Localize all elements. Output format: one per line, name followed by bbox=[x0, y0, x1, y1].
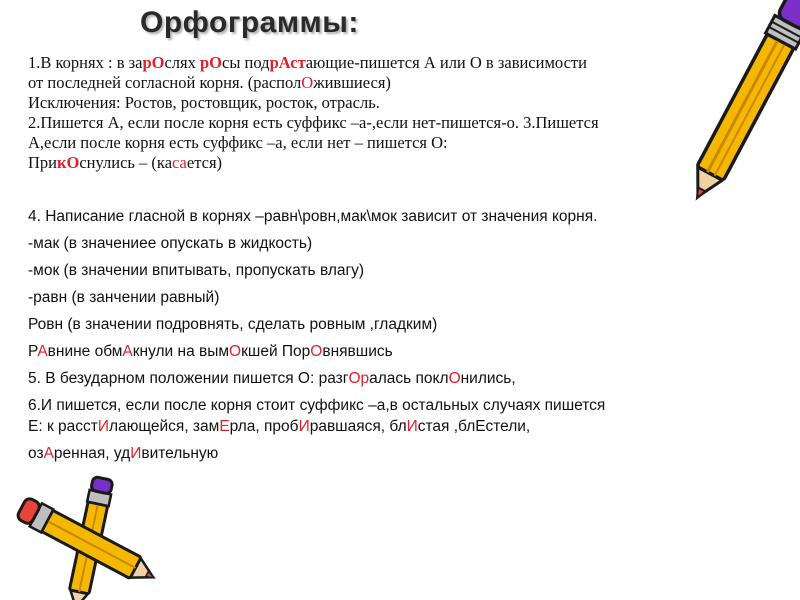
rule-mak: -мак (в значениее опускать в жидкость) bbox=[28, 235, 313, 252]
rule-ravn: -равн (в занчении равный) bbox=[28, 289, 220, 306]
rule-6-line-1: 6.И пишется, если после корня стоит суффикс –а,в остальных случаях пишется bbox=[28, 397, 606, 414]
rule-4: 4. Написание гласной в корнях –равн\ровн,мак\мок зависит от значения корня. bbox=[28, 208, 598, 225]
rule-mok: -мок (в значении впитывать, пропускать влагу) bbox=[28, 262, 365, 279]
rule-2-line-2: А,если после корня есть суффикс –а, если нет – пишется О: bbox=[28, 133, 448, 152]
rule-5: 5. В безударном положении пишется О: разгОралась поклОнились, bbox=[28, 370, 516, 387]
examples-ravn-mak: РАвнине обмАкнули на вымОкшей ПорОвнявшись bbox=[28, 343, 393, 360]
rule-6-line-2: Е: к расстИлающейся, замЕрла, пробИравшаяся, блИстая ,блЕстели, bbox=[28, 418, 531, 435]
rule-rovn: Ровн (в значении подровнять, сделать ровным ,гладким) bbox=[28, 316, 438, 333]
rule-1-line-2: от последней согласной корня. (располОжившиеся) bbox=[28, 73, 391, 92]
rules-4-6 bbox=[28, 206, 728, 464]
rule-6-line-3: озАренная, удИвительную bbox=[28, 445, 219, 462]
rule-2-line-1: 2.Пишется А, если после корня есть суффикс –а-,если нет-пишется-о. 3.Пишется bbox=[28, 113, 599, 132]
rule-2-line-3: ПрикОснулись – (касается) bbox=[28, 153, 223, 172]
page-title: Орфограммы: bbox=[140, 6, 359, 39]
rule-1-line-1: 1.В корнях : в зарОслях рОсы подрАстающие-пишется А или О в зависимости bbox=[28, 53, 587, 72]
rules-1-3 bbox=[28, 53, 728, 173]
rule-1-exceptions: Исключения: Ростов, ростовщик, росток, отрасль. bbox=[28, 93, 380, 112]
